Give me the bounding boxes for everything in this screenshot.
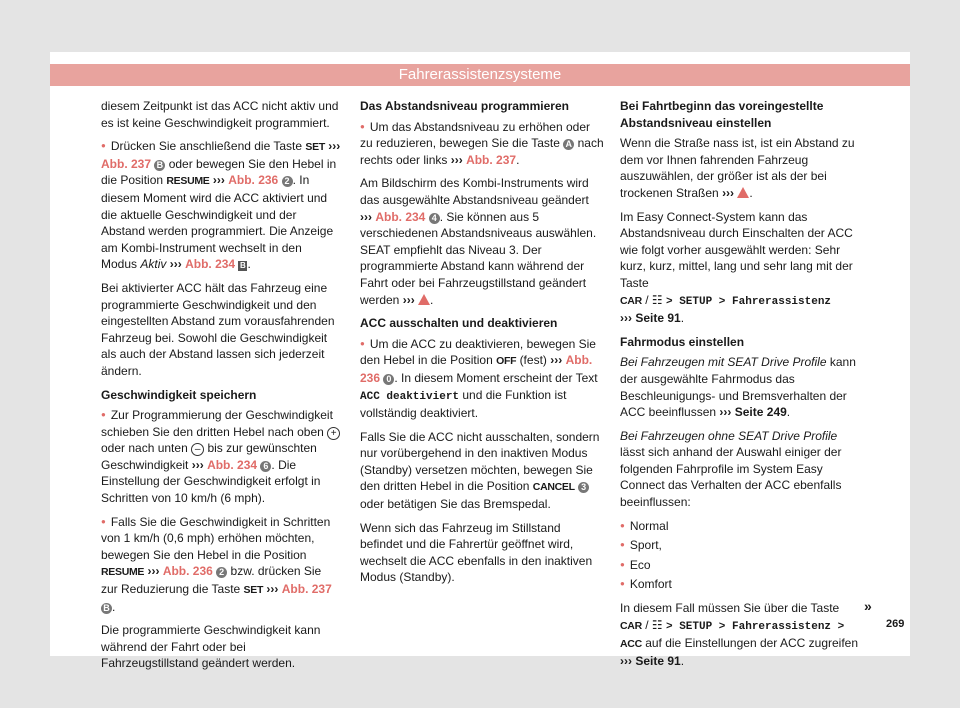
paragraph: Bei Fahrzeugen mit SEAT Drive Profile kann der ausgewählte Fahrmodus das Beschleunigungs- und Bremsverhalten der ACC beeinflussen ››› Seite 249. xyxy=(620,355,856,420)
car-button-label: CAR xyxy=(620,619,642,632)
text: / xyxy=(645,617,649,632)
resume-button-label: RESUME xyxy=(166,175,210,188)
text: Zur Programmierung der Geschwindigkeit schieben Sie den dritten Hebel nach oben xyxy=(101,408,333,439)
text: oder nach unten xyxy=(101,441,188,456)
text: Um das Abstandsniveau zu erhöhen oder zu reduzieren, bewegen Sie die Taste xyxy=(360,119,590,151)
text: Drücken Sie anschließend die Taste xyxy=(110,139,303,154)
paragraph xyxy=(620,428,858,511)
figure-link[interactable]: Abb. 234 xyxy=(185,257,236,272)
section-heading: Das Abstandsniveau programmieren xyxy=(360,99,569,113)
page-link[interactable]: Seite 91 xyxy=(635,311,681,326)
arrow: ››› xyxy=(722,185,735,200)
arrow: ››› xyxy=(719,405,732,420)
text: oder betätigen Sie das Bremspedal. xyxy=(360,497,551,512)
page-link[interactable]: Seite 91 xyxy=(635,653,681,668)
figure-link[interactable]: Abb. 234 xyxy=(207,457,258,472)
arrow: ››› xyxy=(550,353,563,368)
bullet-item: ● Drücken Sie anschließend die Taste SET ››› Abb. 237 B oder bewegen Sie den Hebel in die Position RESUME ››› Abb. 236 2 . In diesem Moment wird die ACC aktiviert und die aktuelle Geschwindigkeit und der Abstand werden programmiert. Die Anzeige am Kombi-Instrument wechselt in den Modus Aktiv ››› Abb. 234 B . xyxy=(101,138,341,273)
paragraph: Die programmierte Geschwindigkeit kann während der Fahrt oder bei Fahrzeugstillstand geändert werden. xyxy=(101,623,321,671)
badge: 6 xyxy=(260,461,271,472)
off-button-label: OFF xyxy=(496,355,517,368)
text: bis zur gewünschten Geschwindigkeit xyxy=(101,441,317,472)
bullet-item xyxy=(101,407,341,507)
text: (fest) xyxy=(519,353,547,368)
section-heading: Geschwindigkeit speichern xyxy=(101,387,257,402)
figure-link[interactable]: Abb. 237 xyxy=(101,156,152,171)
paragraph: Bei aktivierter ACC hält das Fahrzeug eine programmierte Geschwindigkeit und den eingestellten Abstand zum vorausfahrenden Fahrzeug bei. Sowohl die Geschwindigkeit als auch der Abstand lassen sich jederzeit ändern. xyxy=(101,280,335,378)
badge: A xyxy=(563,139,574,150)
arrow: ››› xyxy=(450,152,463,167)
set-button-label: SET xyxy=(243,584,264,597)
figure-link[interactable]: Abb. 234 xyxy=(375,209,426,224)
arrow: ››› xyxy=(266,582,279,597)
plus-icon: + xyxy=(327,427,340,440)
section-heading: Fahrmodus einstellen xyxy=(620,334,745,349)
list-item: ● Sport, xyxy=(620,537,858,554)
arrow: ››› xyxy=(147,564,160,579)
bullet-item xyxy=(360,336,604,422)
figure-link[interactable]: Abb. 236 xyxy=(162,564,213,579)
text: Bei Fahrzeugen ohne SEAT Drive Profile xyxy=(620,428,838,443)
display-text: ACC deaktiviert xyxy=(360,390,460,403)
column-2 xyxy=(360,98,604,593)
arrow: ››› xyxy=(360,209,372,224)
text: lässt sich anhand der Auswahl einiger der folgenden Fahrprofile im System Easy Connect das Verhalten der ACC ebenfalls beeinflussen: xyxy=(620,445,842,510)
text: kann der ausgewählte Fahrmodus das Beschleunigungs- und Bremsverhalten der ACC beeinflussen xyxy=(620,355,856,420)
text: Um die ACC zu deaktivieren, bewegen Sie den Hebel in die Position xyxy=(360,336,596,368)
page-link[interactable]: Seite 249 xyxy=(734,405,787,420)
section-heading: ACC ausschalten und deaktivieren xyxy=(360,316,558,331)
square-badge: B xyxy=(240,261,246,271)
minus-icon: – xyxy=(191,443,204,456)
paragraph: diesem Zeitpunkt ist das ACC nicht aktiv und es ist keine Geschwindigkeit programmiert. xyxy=(101,99,339,130)
cancel-button-label: CANCEL xyxy=(532,481,575,494)
menu-path: > SETUP > Fahrerassistenz xyxy=(666,295,832,308)
arrow: ››› xyxy=(169,257,182,272)
arrow: ››› xyxy=(620,653,632,668)
figure-link[interactable]: Abb. 237 xyxy=(281,582,332,597)
badge: 4 xyxy=(429,213,440,224)
continue-mark: » xyxy=(864,598,872,614)
page-header: Fahrerassistenzsysteme xyxy=(50,64,910,86)
resume-button-label: RESUME xyxy=(101,566,145,579)
mode-text: Aktiv xyxy=(140,257,167,272)
arrow: ››› xyxy=(402,292,415,307)
text: nach rechts oder links xyxy=(360,136,604,167)
paragraph: Im Easy Connect-System kann das Abstandsniveau durch Einschalten der ACC wie folgt vorher ausgewählt werden: Sehr kurz, kurz, mittel, lang und sehr lang mit der Taste CAR / ☷ > SETUP > Fahrerassistenz ››› Seite 91. xyxy=(620,209,853,326)
column-1 xyxy=(101,98,341,679)
paragraph xyxy=(360,429,604,513)
text: Im Easy Connect-System kann das Abstandsniveau durch Einschalten der ACC wie folgt vorher ausgewählt werden: Sehr kurz, kurz, mittel, lang und sehr lang mit der Taste xyxy=(620,209,853,290)
menu-path: > SETUP > Fahrerassistenz > xyxy=(666,620,845,633)
figure-link[interactable]: Abb. 236 xyxy=(360,353,593,385)
badge: 0 xyxy=(383,374,394,385)
arrow: ››› xyxy=(620,311,632,326)
warning-icon xyxy=(737,187,749,198)
text: . In diesem Moment wird die ACC aktiviert und die aktuelle Geschwindigkeit und der Abstand werden programmiert. Die Anzeige am Kombi-Instrument wechselt in den Modus xyxy=(101,173,334,272)
warning-icon xyxy=(418,294,430,305)
arrow: ››› xyxy=(328,139,341,154)
column-3 xyxy=(620,98,858,676)
menu-icon: ☷ xyxy=(651,617,663,632)
paragraph: Am Bildschirm des Kombi-Instruments wird das ausgewählte Abstandsniveau geändert ››› Abb. 234 4 . Sie können aus 5 verschiedenen Abstandsniveaus auswählen. SEAT empfiehlt das Niveau 3. Der programmierte Abstand kann während der Fahrt oder bei Fahrzeugstillstand geändert werden ››› . xyxy=(360,176,597,307)
menu-icon: ☷ xyxy=(651,292,663,307)
text: In diesem Fall müssen Sie über die Taste xyxy=(620,601,840,616)
acc-button-label: ACC xyxy=(620,638,642,651)
text: Am Bildschirm des Kombi-Instruments wird das ausgewählte Abstandsniveau geändert xyxy=(360,176,589,207)
text: bzw. drücken Sie zur Reduzierung die Taste xyxy=(101,564,322,597)
badge: B xyxy=(101,603,112,614)
text: / xyxy=(645,292,649,307)
text: und die Funktion ist vollständig deaktiviert. xyxy=(360,387,567,421)
text: . Sie können aus 5 verschiedenen Abstandsniveaus auswählen. SEAT empfiehlt das Niveau 3. Der programmierte Abstand kann während der Fahrt oder bei Fahrzeugstillstand geändert werden xyxy=(360,209,597,307)
text: Wenn die Straße nass ist, ist ein Abstand zu dem vor Ihnen fahrenden Fahrzeug auszuwählen, der größer ist als der bei trockenen Straßen xyxy=(620,136,855,200)
paragraph: Wenn die Straße nass ist, ist ein Abstand zu dem vor Ihnen fahrenden Fahrzeug auszuwählen, der größer ist als der bei trockenen Straßen ››› . xyxy=(620,136,855,200)
badge: B xyxy=(154,160,165,171)
text: . In diesem Moment erscheint der Text xyxy=(394,370,598,385)
text: Falls Sie die ACC nicht ausschalten, sondern nur vorübergehend in den inaktiven Modus (Standby) versetzen möchten, bewegen Sie den dritten Hebel in die Position xyxy=(360,429,600,494)
list-item: ● Eco xyxy=(620,557,858,574)
paragraph: In diesem Fall müssen Sie über die Taste CAR / ☷ > SETUP > Fahrerassistenz > ACC auf die Einstellungen der ACC zugreifen ››› Seite 91. xyxy=(620,601,859,668)
badge: 2 xyxy=(282,176,293,187)
bullet-item: ● Um das Abstandsniveau zu erhöhen oder zu reduzieren, bewegen Sie die Taste A nach rechts oder links ››› Abb. 237. xyxy=(360,119,604,169)
text: . Die Einstellung der Geschwindigkeit erfolgt in Schritten von 10 km/h (6 mph). xyxy=(101,457,321,506)
page-number: 269 xyxy=(886,618,905,630)
bullet-item: ● Falls Sie die Geschwindigkeit in Schritten von 1 km/h (0,6 mph) erhöhen möchten, bewegen Sie den Hebel in die Position RESUME ››› Abb. 236 2 bzw. drücken Sie zur Reduzierung die Taste SET ››› Abb. 237 B . xyxy=(101,514,341,616)
paragraph: Wenn sich das Fahrzeug im Stillstand befindet und die Fahrertür geöffnet wird, wechselt die ACC ebenfalls in den inaktiven Modus (Standby). xyxy=(360,520,593,585)
list-item: ● Komfort xyxy=(620,576,858,593)
car-button-label: CAR xyxy=(620,294,642,307)
figure-link[interactable]: Abb. 236 xyxy=(228,173,279,188)
text: auf die Einstellungen der ACC zugreifen xyxy=(645,636,859,651)
arrow: ››› xyxy=(191,457,204,472)
list-item: ● Normal xyxy=(620,518,858,535)
text: oder bewegen Sie den Hebel in die Position xyxy=(101,156,337,188)
figure-link[interactable]: Abb. 237 xyxy=(466,152,517,167)
text: Falls Sie die Geschwindigkeit in Schritten von 1 km/h (0,6 mph) erhöhen möchten, bewegen Sie den Hebel in die Position xyxy=(101,514,331,562)
badge: 2 xyxy=(216,567,227,578)
set-button-label: SET xyxy=(305,141,325,154)
arrow: ››› xyxy=(212,173,225,188)
text: Bei Fahrzeugen mit SEAT Drive Profile xyxy=(620,355,827,370)
badge: 3 xyxy=(578,482,589,493)
section-heading: Bei Fahrtbeginn das voreingestellte Abstandsniveau einstellen xyxy=(620,99,824,130)
